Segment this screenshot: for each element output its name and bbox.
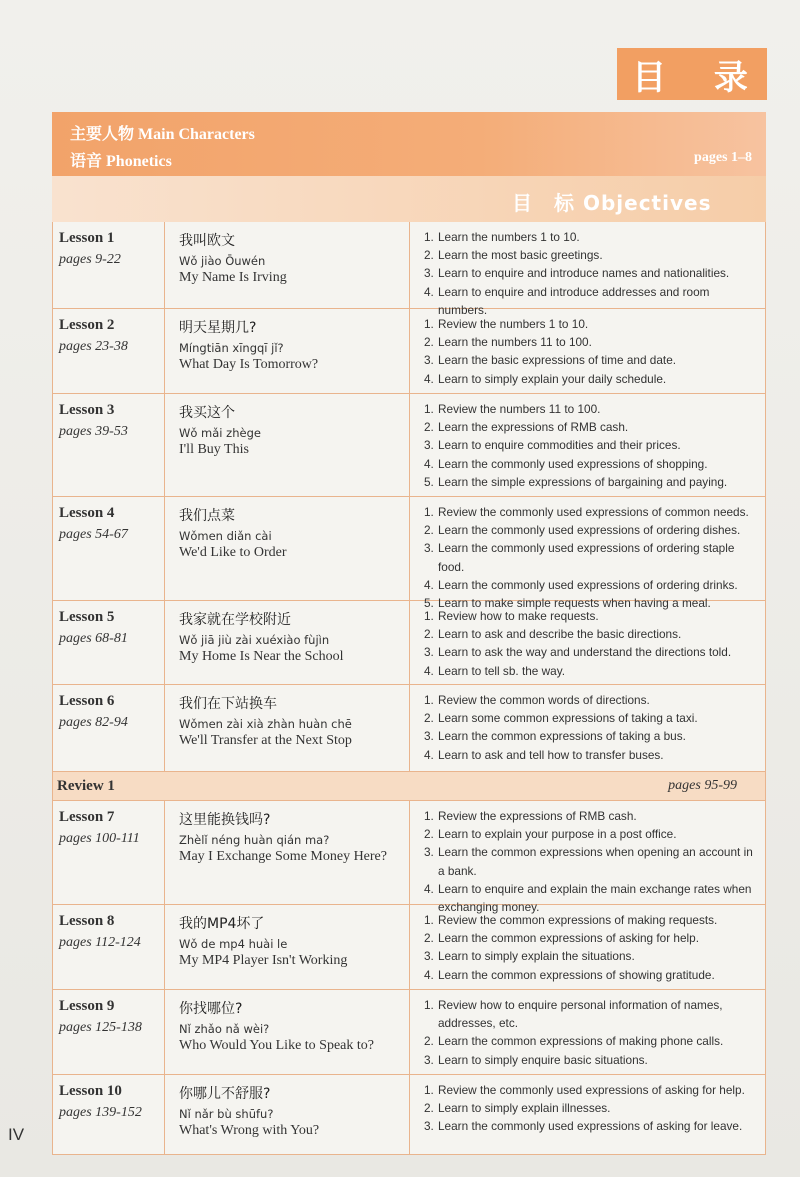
objective-item [424, 607, 757, 625]
lesson-row [53, 905, 765, 990]
objective-item [424, 521, 757, 539]
lesson-info-cell [53, 601, 164, 684]
objective-number: 4. [424, 967, 434, 982]
objective-item [424, 576, 757, 594]
objectives-list [424, 228, 757, 319]
lesson-objectives-cell [410, 309, 765, 393]
objective-item [424, 539, 757, 575]
objective-number: 3. [424, 949, 434, 964]
objective-item [424, 333, 757, 351]
objective-text: Learn to ask the way and understand the directions told. [438, 645, 732, 660]
objective-text: Learn the common expressions of taking a bus. [438, 729, 686, 744]
lesson-title-pinyin: Nǐ zhǎo nǎ wèi? [179, 1022, 270, 1036]
lesson-info-cell [53, 1075, 164, 1154]
objective-item [424, 246, 757, 264]
objective-number: 2. [424, 1101, 434, 1116]
main-characters-en: Main Characters [138, 126, 255, 143]
objective-number: 3. [424, 645, 434, 660]
objective-item [424, 228, 757, 246]
lesson-row [53, 394, 765, 497]
objective-text: Review the numbers 1 to 10. [438, 317, 589, 331]
objective-number: 1. [424, 913, 434, 927]
objective-text: Review the common words of directions. [438, 693, 650, 707]
objective-number: 1. [424, 230, 434, 244]
lesson-row [53, 601, 765, 685]
objective-number: 1. [424, 402, 434, 416]
objectives-list [424, 807, 757, 916]
objective-item [424, 315, 757, 333]
lesson-title-cell [164, 905, 410, 989]
objectives-list [424, 911, 757, 984]
objective-number: 1. [424, 809, 434, 823]
objective-text: Learn to enquire and introduce addresses and room numbers. [438, 284, 710, 317]
lesson-title-cell [164, 222, 410, 308]
objective-text: Learn to ask and describe the basic directions. [438, 627, 682, 642]
objective-text: Review the numbers 11 to 100. [438, 402, 601, 416]
lesson-row [53, 1075, 765, 1155]
lesson-pages: pages 112-124 [59, 935, 141, 950]
lesson-info-cell [53, 309, 164, 393]
objective-text: Learn to simply explain the situations. [438, 949, 635, 964]
page-number: IV [8, 1125, 25, 1144]
phonetics-en: Phonetics [106, 153, 172, 170]
objective-item [424, 436, 757, 454]
objective-text: Learn the simple expressions of bargaining and paying. [438, 474, 728, 489]
lesson-pages: pages 23-38 [59, 339, 128, 354]
objective-text: Review the commonly used expressions of common needs. [438, 505, 749, 519]
lesson-title-pinyin: Wǒmen diǎn cài [179, 529, 272, 543]
review-row [53, 772, 765, 801]
objective-item [424, 643, 757, 661]
objective-item [424, 1081, 757, 1099]
objective-item [424, 1099, 757, 1117]
lesson-pages: pages 9-22 [59, 252, 121, 267]
objective-item [424, 996, 757, 1032]
lesson-objectives-cell [410, 394, 765, 496]
phonetics-pages: pages 1–8 [694, 150, 752, 165]
objective-text: Learn the common expressions when opening an account in a bank. [438, 845, 753, 878]
lesson-title-zh: 我们在下站换车 [179, 696, 277, 712]
objective-text: Learn to simply explain illnesses. [438, 1101, 611, 1116]
objective-number: 1. [424, 693, 434, 707]
objective-item [424, 911, 757, 929]
objective-item [424, 400, 757, 418]
objective-item [424, 966, 757, 984]
objective-item [424, 662, 757, 680]
lesson-name: Lesson 9 [59, 998, 115, 1014]
lesson-title-en: We'll Transfer at the Next Stop [179, 733, 352, 748]
page-title: 目 录 [617, 48, 767, 100]
objective-text: Review the expressions of RMB cash. [438, 809, 637, 823]
objective-number: 4. [424, 663, 434, 678]
objectives-list [424, 607, 757, 680]
objective-item [424, 843, 757, 879]
objectives-list [424, 1081, 757, 1136]
lesson-name: Lesson 1 [59, 230, 115, 246]
lesson-objectives-cell [410, 601, 765, 684]
lesson-title-cell [164, 990, 410, 1074]
lesson-title-pinyin: Wǒmen zài xià zhàn huàn chē [179, 717, 352, 731]
objective-number: 3. [424, 353, 434, 368]
objectives-band [52, 176, 766, 222]
objective-text: Review how to make requests. [438, 609, 599, 623]
lesson-info-cell [53, 990, 164, 1074]
lesson-title-zh: 这里能换钱吗? [179, 812, 271, 828]
objectives-list [424, 691, 757, 764]
lesson-title-zh: 我买这个 [179, 405, 235, 421]
lesson-title-en: May I Exchange Some Money Here? [179, 849, 387, 864]
objective-item [424, 947, 757, 965]
lesson-title-cell [164, 601, 410, 684]
lesson-title-pinyin: Zhèlǐ néng huàn qián ma? [179, 833, 330, 847]
objective-item [424, 1051, 757, 1069]
lesson-row [53, 309, 765, 394]
lesson-title-en: Who Would You Like to Speak to? [179, 1038, 374, 1053]
lesson-row [53, 685, 765, 772]
objective-number: 1. [424, 505, 434, 519]
lesson-objectives-cell [410, 222, 765, 317]
lesson-title-en: What Day Is Tomorrow? [179, 357, 319, 372]
objective-number: 3. [424, 845, 434, 860]
objective-item [424, 727, 757, 745]
objectives-list [424, 315, 757, 388]
objective-number: 4. [424, 456, 434, 471]
objective-text: Learn some common expressions of taking a taxi. [438, 711, 698, 726]
lesson-objectives-cell [410, 990, 765, 1074]
objective-text: Learn the commonly used expressions of ordering dishes. [438, 523, 741, 538]
lesson-name: Lesson 10 [59, 1083, 122, 1099]
lesson-title-cell [164, 801, 410, 904]
lesson-name: Lesson 5 [59, 609, 115, 625]
lesson-title-cell [164, 394, 410, 496]
objective-item [424, 418, 757, 436]
objective-number: 1. [424, 1083, 434, 1097]
objective-text: Learn the commonly used expressions of ordering staple food. [438, 541, 735, 574]
lesson-title-en: We'd Like to Order [179, 545, 287, 560]
objective-number: 1. [424, 998, 434, 1012]
lesson-info-cell [53, 394, 164, 496]
lesson-title-pinyin: Wǒ jiào Ōuwén [179, 254, 266, 268]
lesson-group-b [53, 801, 765, 1155]
objective-number: 3. [424, 1052, 434, 1067]
lesson-info-cell [53, 497, 164, 600]
lesson-pages: pages 100-111 [59, 831, 140, 846]
objective-item [424, 351, 757, 369]
objective-text: Learn the commonly used expressions of ordering drinks. [438, 577, 738, 592]
contents-table [52, 222, 766, 1155]
lesson-objectives-cell [410, 905, 765, 989]
lesson-title-en: My MP4 Player Isn't Working [179, 953, 348, 968]
lesson-pages: pages 39-53 [59, 424, 128, 439]
lesson-title-cell [164, 309, 410, 393]
lesson-objectives-cell [410, 1075, 765, 1154]
objective-item [424, 691, 757, 709]
objective-text: Learn the numbers 1 to 10. [438, 230, 580, 244]
objective-number: 5. [424, 474, 434, 489]
lesson-title-en: My Home Is Near the School [179, 649, 344, 664]
objectives-list [424, 400, 757, 491]
objective-number: 3. [424, 541, 434, 556]
objective-item [424, 825, 757, 843]
objective-number: 3. [424, 1119, 434, 1134]
main-characters-zh: 主要人物 [70, 124, 135, 143]
lesson-objectives-cell [410, 801, 765, 915]
objectives-list [424, 996, 757, 1069]
objective-number: 3. [424, 729, 434, 744]
objective-text: Learn the numbers 11 to 100. [438, 335, 592, 350]
objective-number: 2. [424, 827, 434, 842]
lesson-title-en: I'll Buy This [179, 442, 249, 457]
objective-number: 3. [424, 438, 434, 453]
objectives-heading: 目 标 Objectives [512, 191, 712, 215]
objective-number: 4. [424, 881, 434, 896]
phonetics-zh: 语音 [70, 151, 103, 170]
objective-number: 1. [424, 317, 434, 331]
lesson-info-cell [53, 222, 164, 308]
lesson-title-zh: 明天星期几? [179, 320, 257, 336]
lesson-pages: pages 82-94 [59, 715, 128, 730]
objective-item [424, 455, 757, 473]
lesson-name: Lesson 2 [59, 317, 115, 333]
lesson-info-cell [53, 801, 164, 904]
objective-text: Learn to enquire commodities and their prices. [438, 438, 681, 453]
objective-text: Learn to enquire and introduce names and nationalities. [438, 266, 730, 281]
objective-number: 4. [424, 371, 434, 386]
objective-number: 2. [424, 711, 434, 726]
objective-number: 4. [424, 747, 434, 762]
objective-item [424, 929, 757, 947]
lesson-title-cell [164, 497, 410, 600]
objective-number: 1. [424, 609, 434, 623]
objective-item [424, 1032, 757, 1050]
lesson-pages: pages 68-81 [59, 631, 128, 646]
lesson-title-cell [164, 1075, 410, 1154]
objective-text: Review the commonly used expressions of asking for help. [438, 1083, 745, 1097]
objective-text: Learn to simply enquire basic situations. [438, 1052, 648, 1067]
objective-number: 2. [424, 335, 434, 350]
objective-item [424, 807, 757, 825]
lesson-title-pinyin: Nǐ nǎr bù shūfu? [179, 1107, 274, 1121]
lesson-pages: pages 139-152 [59, 1105, 142, 1120]
objectives-list [424, 503, 757, 612]
objective-text: Learn to explain your purpose in a post office. [438, 827, 677, 842]
objective-number: 2. [424, 420, 434, 435]
lesson-row [53, 497, 765, 611]
objective-number: 2. [424, 931, 434, 946]
objective-text: Learn to tell sb. the way. [438, 663, 565, 678]
objective-item [424, 746, 757, 764]
objective-item [424, 1117, 757, 1135]
lesson-info-cell [53, 905, 164, 989]
objective-item [424, 264, 757, 282]
lesson-title-en: What's Wrong with You? [179, 1123, 320, 1138]
objective-text: Learn the basic expressions of time and date. [438, 353, 677, 368]
objective-item [424, 709, 757, 727]
objective-text: Learn to make simple requests when having a meal. [438, 596, 711, 611]
lesson-group-a [53, 222, 765, 772]
lesson-title-pinyin: Wǒ mǎi zhège [179, 426, 261, 440]
review-label: Review 1 [57, 778, 115, 794]
lesson-name: Lesson 8 [59, 913, 115, 929]
lesson-info-cell [53, 685, 164, 771]
objective-item [424, 370, 757, 388]
lesson-title-pinyin: Wǒ de mp4 huài le [179, 937, 288, 951]
lesson-pages: pages 54-67 [59, 527, 128, 542]
lesson-title-pinyin: Míngtiān xīngqī jǐ? [179, 341, 284, 355]
lesson-title-pinyin: Wǒ jiā jiù zài xuéxiào fùjìn [179, 633, 330, 647]
lesson-title-zh: 你找哪位? [179, 1001, 243, 1017]
objective-text: Learn the expressions of RMB cash. [438, 420, 629, 435]
objective-number: 2. [424, 627, 434, 642]
objective-number: 4. [424, 577, 434, 592]
lesson-title-zh: 我们点菜 [179, 508, 235, 524]
header-band [52, 112, 766, 176]
objective-item [424, 625, 757, 643]
objective-text: Learn the commonly used expressions of asking for leave. [438, 1119, 743, 1134]
lesson-title-zh: 我家就在学校附近 [179, 612, 291, 628]
objective-text: Learn the common expressions of asking for help. [438, 931, 699, 946]
objective-text: Learn to ask and tell how to transfer buses. [438, 747, 664, 762]
lesson-row [53, 990, 765, 1075]
lesson-name: Lesson 7 [59, 809, 115, 825]
objective-text: Learn the common expressions of making phone calls. [438, 1034, 724, 1049]
objective-number: 2. [424, 248, 434, 263]
objective-text: Learn the most basic greetings. [438, 248, 603, 263]
lesson-name: Lesson 3 [59, 402, 115, 418]
lesson-title-zh: 我叫欧文 [179, 233, 235, 249]
objective-text: Learn to simply explain your daily schedule. [438, 371, 667, 386]
objective-text: Review how to enquire personal information of names, addresses, etc. [438, 998, 723, 1031]
objective-number: 3. [424, 266, 434, 281]
lesson-objectives-cell [410, 497, 765, 611]
objective-number: 4. [424, 284, 434, 299]
objective-item [424, 503, 757, 521]
objective-item [424, 473, 757, 491]
lesson-title-cell [164, 685, 410, 771]
lesson-title-en: My Name Is Irving [179, 270, 287, 285]
phonetics-heading [70, 148, 172, 171]
main-characters-heading [70, 121, 255, 144]
review-pages: pages 95-99 [668, 778, 737, 793]
lesson-name: Lesson 6 [59, 693, 115, 709]
lesson-name: Lesson 4 [59, 505, 115, 521]
lesson-objectives-cell [410, 685, 765, 771]
objective-text: Review the common expressions of making requests. [438, 913, 718, 927]
objective-number: 2. [424, 523, 434, 538]
objective-text: Learn the common expressions of showing gratitude. [438, 967, 715, 982]
objective-text: Learn the commonly used expressions of shopping. [438, 456, 708, 471]
lesson-row [53, 801, 765, 915]
lesson-pages: pages 125-138 [59, 1020, 142, 1035]
objective-number: 2. [424, 1034, 434, 1049]
objective-text: Learn to enquire and explain the main exchange rates when exchanging money. [438, 881, 752, 915]
lesson-row [53, 222, 765, 317]
lesson-title-zh: 你哪儿不舒服? [179, 1086, 271, 1102]
lesson-title-zh: 我的MP4坏了 [179, 916, 265, 932]
objective-number: 5. [424, 596, 434, 611]
